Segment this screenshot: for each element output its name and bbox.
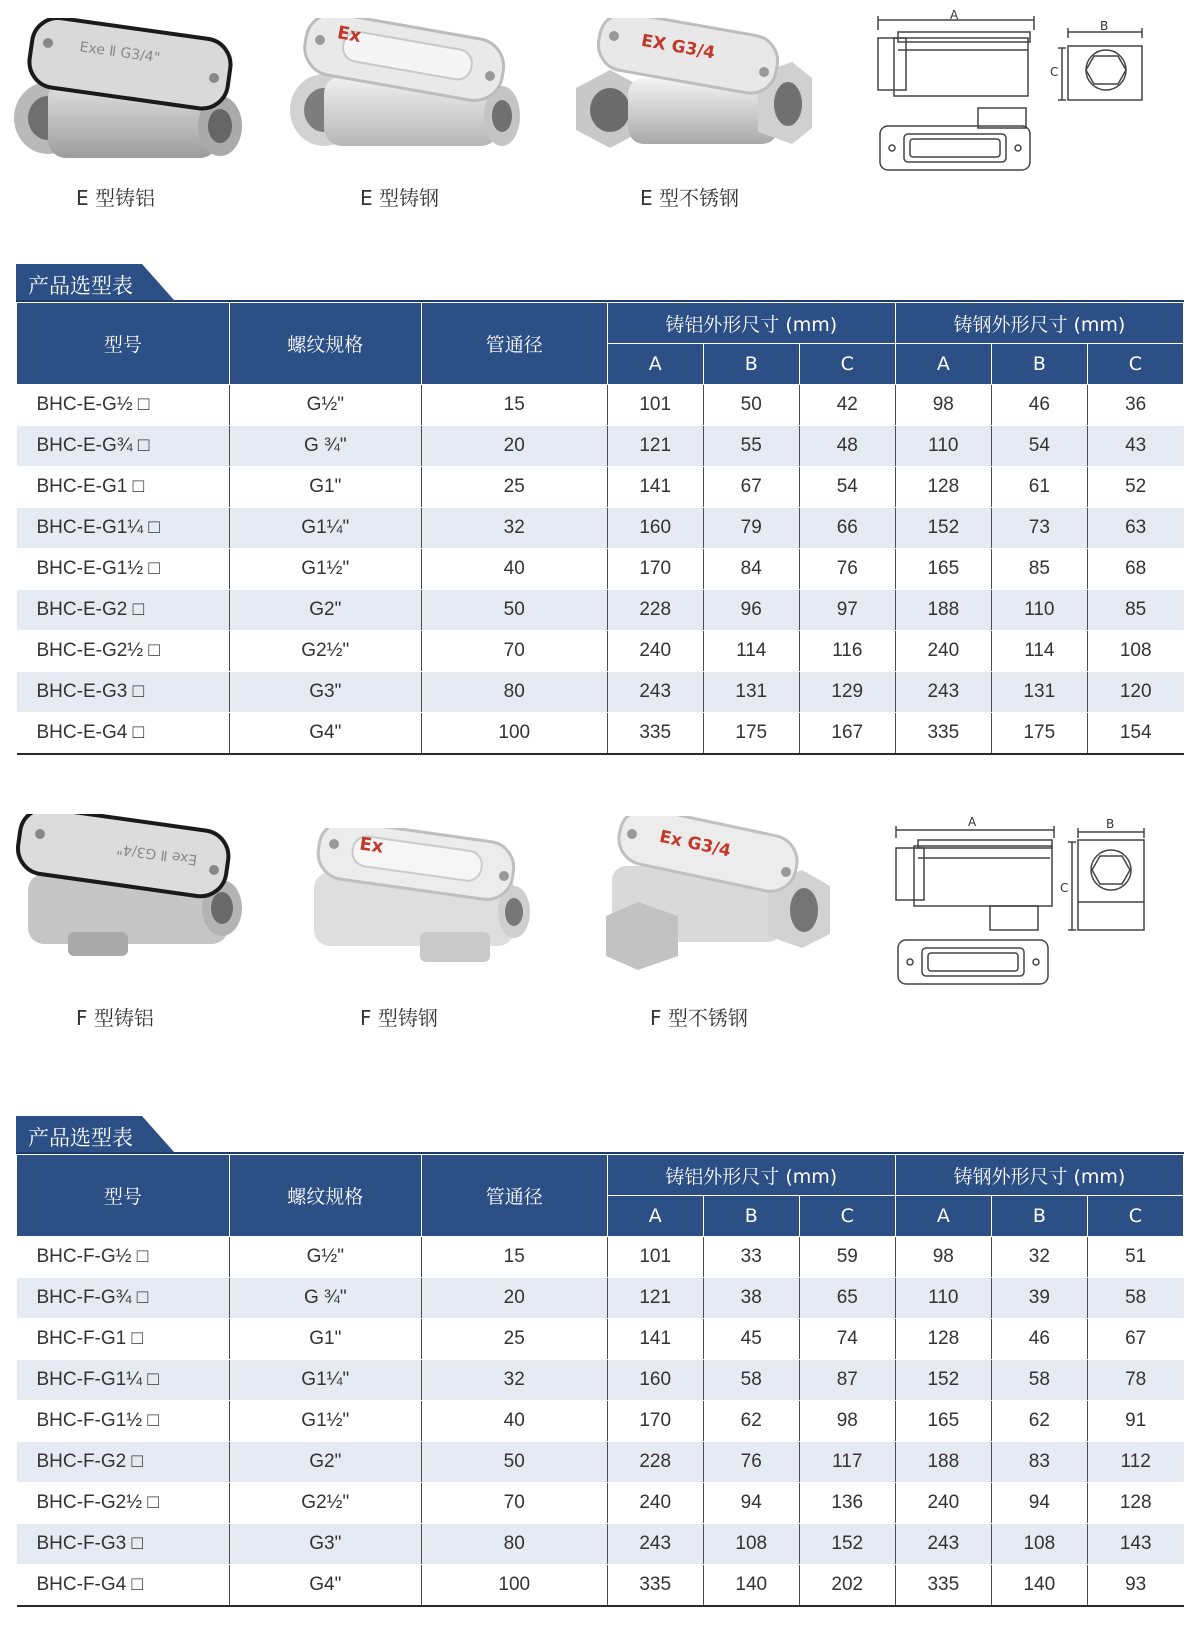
e-cell-steel-c: 52 [1087,467,1183,508]
e-cell-pipe: 50 [421,590,607,631]
f-cell-thread: G1¼" [229,1360,421,1401]
e-cell-model: BHC-E-G2 □ [17,590,230,631]
f-cell-thread: G4" [229,1565,421,1607]
f-cell-steel-c: 78 [1087,1360,1183,1401]
f-cell-steel-a: 243 [895,1524,991,1565]
e-cell-steel-a: 165 [895,549,991,590]
e-cell-al-c: 129 [799,672,895,713]
f-cell-steel-a: 152 [895,1360,991,1401]
e-table-row [17,385,1184,426]
e-cell-thread: G½" [229,385,421,426]
e-cell-steel-a: 152 [895,508,991,549]
e-cell-steel-a: 188 [895,590,991,631]
e-cell-model: BHC-E-G3 □ [17,672,230,713]
e-caption-stainless: E 型不锈钢 [640,186,739,210]
f-cell-al-c: 65 [799,1278,895,1319]
e-table-row [17,426,1184,467]
e-cell-steel-c: 43 [1087,426,1183,467]
e-cell-pipe: 32 [421,508,607,549]
e-cell-al-b: 175 [703,713,799,755]
e-caption-steel: E 型铸钢 [360,186,439,210]
e-header-steel-group: 铸钢外形尺寸 (mm) [895,303,1183,344]
f-cell-al-b: 108 [703,1524,799,1565]
f-cast-steel-photo [300,828,540,978]
e-cell-al-b: 50 [703,385,799,426]
e-cell-pipe: 25 [421,467,607,508]
e-cell-pipe: 20 [421,426,607,467]
e-cell-steel-c: 36 [1087,385,1183,426]
e-cell-al-b: 96 [703,590,799,631]
f-cell-steel-c: 112 [1087,1442,1183,1483]
e-cell-thread: G4" [229,713,421,755]
e-cell-al-b: 55 [703,426,799,467]
e-cell-thread: G1¼" [229,508,421,549]
e-cell-pipe: 40 [421,549,607,590]
e-cell-steel-c: 120 [1087,672,1183,713]
f-cell-model: BHC-F-G1½ □ [17,1401,230,1442]
e-cell-al-c: 54 [799,467,895,508]
e-cell-steel-c: 108 [1087,631,1183,672]
f-cell-al-c: 59 [799,1237,895,1278]
e-cell-model: BHC-E-G4 □ [17,713,230,755]
e-cell-steel-b: 85 [991,549,1087,590]
e-table-body [17,385,1184,755]
f-diagram-label-b: B [1106,817,1115,831]
f-header-al-b: B [703,1196,799,1237]
e-cell-al-c: 66 [799,508,895,549]
e-cell-steel-b: 46 [991,385,1087,426]
f-cell-al-a: 160 [607,1360,703,1401]
e-cell-al-a: 335 [607,713,703,755]
e-table-row [17,508,1184,549]
e-cell-steel-b: 131 [991,672,1087,713]
e-table-row [17,549,1184,590]
f-table-row [17,1483,1184,1524]
e-cell-steel-b: 61 [991,467,1087,508]
f-table-row [17,1442,1184,1483]
f-cell-steel-b: 94 [991,1483,1087,1524]
e-cell-steel-b: 54 [991,426,1087,467]
f-caption-steel: F 型铸钢 [360,1006,438,1030]
e-table-row [17,467,1184,508]
f-cell-thread: G1½" [229,1401,421,1442]
f-cell-steel-c: 93 [1087,1565,1183,1607]
f-cell-al-a: 243 [607,1524,703,1565]
e-table-row [17,672,1184,713]
e-dimension-diagram [872,8,1162,178]
e-cell-model: BHC-E-G1¼ □ [17,508,230,549]
e-table-row [17,631,1184,672]
e-header-steel-a: A [895,344,991,385]
f-table-row [17,1524,1184,1565]
e-cell-steel-a: 110 [895,426,991,467]
f-cell-pipe: 32 [421,1360,607,1401]
f-cell-steel-a: 98 [895,1237,991,1278]
f-cell-al-b: 38 [703,1278,799,1319]
f-cell-steel-b: 108 [991,1524,1087,1565]
f-dimension-diagram [892,812,1162,988]
f-cell-al-b: 33 [703,1237,799,1278]
f-cell-al-c: 152 [799,1524,895,1565]
f-cell-pipe: 80 [421,1524,607,1565]
f-cell-al-b: 94 [703,1483,799,1524]
e-stainless-cover-label: EX G3/4 [639,30,717,64]
f-cell-steel-a: 335 [895,1565,991,1607]
e-cell-thread: G3" [229,672,421,713]
f-header-steel-c: C [1087,1196,1183,1237]
e-cell-model: BHC-E-G2½ □ [17,631,230,672]
f-cell-pipe: 70 [421,1483,607,1524]
f-cell-steel-a: 188 [895,1442,991,1483]
f-cell-model: BHC-F-G3 □ [17,1524,230,1565]
f-cell-model: BHC-F-G2½ □ [17,1483,230,1524]
e-cell-model: BHC-E-G1 □ [17,467,230,508]
e-cell-steel-c: 63 [1087,508,1183,549]
e-cell-thread: G1" [229,467,421,508]
f-header-al-a: A [607,1196,703,1237]
e-diagram-label-c: C [1050,65,1059,79]
e-caption-aluminum: E 型铸铝 [76,186,155,210]
e-cast-steel-photo [284,18,524,168]
e-cell-steel-b: 73 [991,508,1087,549]
e-cell-al-b: 114 [703,631,799,672]
e-cell-steel-c: 85 [1087,590,1183,631]
f-cell-steel-b: 62 [991,1401,1087,1442]
e-cell-al-a: 141 [607,467,703,508]
f-cell-steel-a: 128 [895,1319,991,1360]
f-table-row [17,1237,1184,1278]
f-cell-thread: G3" [229,1524,421,1565]
f-cell-pipe: 25 [421,1319,607,1360]
f-cell-steel-c: 58 [1087,1278,1183,1319]
e-cell-steel-b: 175 [991,713,1087,755]
f-header-aluminum-group: 铸铝外形尺寸 (mm) [607,1155,895,1196]
f-table-row [17,1319,1184,1360]
f-steel-cover-label: Ex [358,833,385,858]
e-spec-table [16,302,1184,755]
f-cell-model: BHC-F-G2 □ [17,1442,230,1483]
e-cell-al-b: 84 [703,549,799,590]
e-cell-model: BHC-E-G½ □ [17,385,230,426]
f-cell-model: BHC-F-G1 □ [17,1319,230,1360]
f-table-row [17,1278,1184,1319]
f-header-steel-group: 铸钢外形尺寸 (mm) [895,1155,1183,1196]
e-header-pipe: 管通径 [421,303,607,385]
e-cell-al-c: 116 [799,631,895,672]
e-cell-al-a: 170 [607,549,703,590]
f-cell-al-c: 136 [799,1483,895,1524]
f-cell-al-a: 240 [607,1483,703,1524]
f-cell-steel-b: 58 [991,1360,1087,1401]
e-cell-pipe: 100 [421,713,607,755]
e-cell-model: BHC-E-G1½ □ [17,549,230,590]
e-cell-steel-c: 154 [1087,713,1183,755]
f-cell-model: BHC-F-G½ □ [17,1237,230,1278]
f-cell-al-b: 58 [703,1360,799,1401]
f-cell-al-a: 335 [607,1565,703,1607]
e-cell-pipe: 70 [421,631,607,672]
e-cell-al-c: 76 [799,549,895,590]
e-table-row [17,713,1184,755]
e-header-steel-b: B [991,344,1087,385]
f-cell-al-c: 202 [799,1565,895,1607]
e-header-al-a: A [607,344,703,385]
f-al-cover-label: Exe Ⅱ G3/4" [115,840,199,868]
e-cell-thread: G2" [229,590,421,631]
e-cell-steel-a: 240 [895,631,991,672]
f-cell-thread: G2½" [229,1483,421,1524]
f-cell-model: BHC-F-G4 □ [17,1565,230,1607]
e-cell-pipe: 15 [421,385,607,426]
f-cell-steel-b: 140 [991,1565,1087,1607]
e-header-aluminum-group: 铸铝外形尺寸 (mm) [607,303,895,344]
f-diagram-label-a: A [968,815,977,829]
f-header-thread: 螺纹规格 [229,1155,421,1237]
f-header-pipe: 管通径 [421,1155,607,1237]
f-caption-aluminum: F 型铸铝 [76,1006,154,1030]
f-cell-al-b: 45 [703,1319,799,1360]
f-header-steel-b: B [991,1196,1087,1237]
f-spec-table [16,1154,1184,1607]
f-cell-al-a: 141 [607,1319,703,1360]
f-cell-steel-a: 110 [895,1278,991,1319]
f-caption-stainless: F 型不锈钢 [650,1006,748,1030]
e-cell-steel-a: 335 [895,713,991,755]
f-cell-steel-a: 165 [895,1401,991,1442]
f-cell-pipe: 50 [421,1442,607,1483]
e-cell-al-a: 240 [607,631,703,672]
e-cell-al-c: 167 [799,713,895,755]
f-cell-al-a: 170 [607,1401,703,1442]
f-cell-al-b: 140 [703,1565,799,1607]
f-cell-al-a: 101 [607,1237,703,1278]
e-cell-al-a: 121 [607,426,703,467]
e-header-al-b: B [703,344,799,385]
f-cell-pipe: 40 [421,1401,607,1442]
e-cell-steel-a: 243 [895,672,991,713]
f-cell-thread: G2" [229,1442,421,1483]
e-table-row [17,590,1184,631]
f-cell-steel-c: 128 [1087,1483,1183,1524]
f-table-row [17,1401,1184,1442]
f-cell-al-a: 121 [607,1278,703,1319]
f-cell-steel-c: 51 [1087,1237,1183,1278]
f-cell-al-a: 228 [607,1442,703,1483]
f-cell-thread: G½" [229,1237,421,1278]
f-cell-steel-c: 67 [1087,1319,1183,1360]
f-cell-model: BHC-F-G1¼ □ [17,1360,230,1401]
f-table-body [17,1237,1184,1607]
e-diagram-label-b: B [1100,19,1109,33]
f-cell-steel-c: 91 [1087,1401,1183,1442]
e-cell-thread: G1½" [229,549,421,590]
e-al-cover-label: Exe Ⅱ G3/4" [78,39,162,67]
f-cell-al-c: 87 [799,1360,895,1401]
f-cell-steel-c: 143 [1087,1524,1183,1565]
f-header-al-c: C [799,1196,895,1237]
e-cast-aluminum-photo [8,18,248,168]
f-stainless-photo [598,816,848,976]
e-cell-al-a: 160 [607,508,703,549]
f-cell-steel-b: 83 [991,1442,1087,1483]
e-photo-row [0,0,1200,230]
e-stainless-photo [568,18,818,168]
f-cell-al-c: 117 [799,1442,895,1483]
f-header-steel-a: A [895,1196,991,1237]
f-cell-steel-a: 240 [895,1483,991,1524]
e-cell-al-a: 101 [607,385,703,426]
f-cell-steel-b: 46 [991,1319,1087,1360]
e-cell-steel-b: 114 [991,631,1087,672]
f-cell-al-b: 76 [703,1442,799,1483]
e-cell-al-a: 243 [607,672,703,713]
f-cell-thread: G ¾" [229,1278,421,1319]
f-cast-aluminum-photo [8,814,248,964]
e-cell-steel-c: 68 [1087,549,1183,590]
e-cell-model: BHC-E-G¾ □ [17,426,230,467]
e-cell-al-a: 228 [607,590,703,631]
f-tab-title: 产品选型表 [28,1126,133,1150]
f-cell-steel-b: 39 [991,1278,1087,1319]
f-table-row [17,1565,1184,1607]
e-cell-steel-a: 98 [895,385,991,426]
e-cell-al-c: 48 [799,426,895,467]
f-cell-thread: G1" [229,1319,421,1360]
f-cell-model: BHC-F-G¾ □ [17,1278,230,1319]
e-cell-thread: G2½" [229,631,421,672]
e-cell-al-c: 97 [799,590,895,631]
e-header-steel-c: C [1087,344,1183,385]
e-cell-pipe: 80 [421,672,607,713]
e-header-al-c: C [799,344,895,385]
e-header-model: 型号 [17,303,230,385]
f-cell-pipe: 15 [421,1237,607,1278]
f-diagram-label-c: C [1060,881,1069,895]
e-diagram-label-a: A [950,8,959,22]
e-steel-cover-label: Ex [335,22,363,48]
f-header-model: 型号 [17,1155,230,1237]
e-cell-thread: G ¾" [229,426,421,467]
f-table-row [17,1360,1184,1401]
f-cell-pipe: 20 [421,1278,607,1319]
f-cell-pipe: 100 [421,1565,607,1607]
e-cell-al-b: 79 [703,508,799,549]
f-cell-steel-b: 32 [991,1237,1087,1278]
e-cell-al-b: 131 [703,672,799,713]
f-cell-al-c: 74 [799,1319,895,1360]
e-cell-al-c: 42 [799,385,895,426]
e-cell-steel-b: 110 [991,590,1087,631]
f-cell-al-b: 62 [703,1401,799,1442]
e-header-thread: 螺纹规格 [229,303,421,385]
f-stainless-cover-label: Ex G3/4 [657,826,733,862]
e-cell-steel-a: 128 [895,467,991,508]
f-cell-al-c: 98 [799,1401,895,1442]
e-tab-title: 产品选型表 [28,274,133,298]
e-cell-al-b: 67 [703,467,799,508]
f-photo-row [0,800,1200,1040]
